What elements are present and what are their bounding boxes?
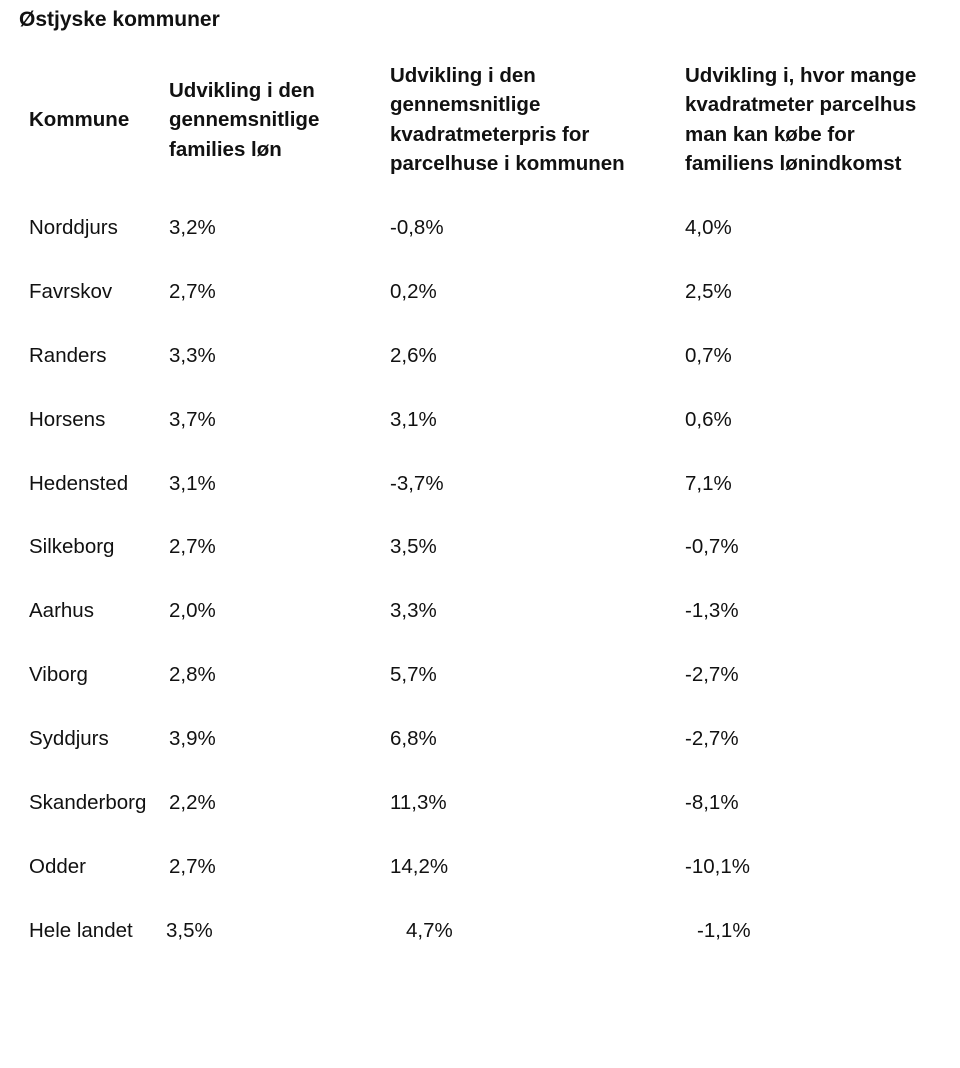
cell-kvm: -1,1% [697,918,751,942]
cell-kommune: Hedensted [29,471,129,495]
cell-pris: 3,5% [390,535,437,559]
cell-kvm: 2,5% [685,279,732,303]
table-row [0,388,960,452]
cell-loen: 3,1% [169,471,216,495]
cell-loen: 2,2% [169,791,216,815]
cell-kommune: Norddjurs [29,216,118,239]
header-loen-line: Udvikling i den [169,79,315,102]
page-title: Østjyske kommuner [19,8,220,31]
cell-pris: 4,7% [406,918,453,942]
cell-loen: 3,9% [169,727,216,751]
cell-pris: -3,7% [390,471,444,495]
cell-loen: 2,0% [169,599,216,623]
table-row [0,324,960,388]
cell-loen: 3,3% [169,343,216,367]
cell-kommune: Horsens [29,407,106,431]
table-row [0,260,960,324]
table-row [0,835,960,899]
header-kvm-line: Udvikling i, hvor mange [685,64,917,87]
table-row [0,452,960,516]
cell-loen: 3,2% [169,216,216,239]
header-loen-line: families løn [169,137,282,161]
header-kvm-line: man kan købe for [685,122,855,146]
cell-pris: 3,1% [390,407,437,431]
cell-kommune: Aarhus [29,599,94,623]
table-row [0,707,960,771]
header-kommune-text: Kommune [29,108,130,131]
cell-kvm: -1,3% [685,599,739,623]
cell-pris: 5,7% [390,663,437,687]
header-kvadratmeterpris [390,61,625,179]
table-row [0,643,960,707]
cell-kvm: -8,1% [685,791,739,815]
table-row [0,771,960,835]
cell-kommune: Silkeborg [29,535,115,559]
cell-loen: 2,7% [169,535,216,559]
cell-pris: 14,2% [390,854,449,878]
cell-kommune: Odder [29,854,86,878]
cell-kommune: Randers [29,343,107,367]
cell-loen: 2,7% [169,279,216,303]
cell-kvm: -10,1% [685,854,750,878]
cell-pris: 0,2% [390,279,437,303]
cell-pris: 3,3% [390,599,437,623]
cell-pris: 6,8% [390,727,437,751]
table-row [0,196,960,260]
cell-kommune: Hele landet [29,918,133,942]
header-kvm-line: kvadratmeter parcelhus [685,93,917,117]
table-body [0,196,960,963]
cell-kvm: 0,6% [685,407,732,431]
cell-kvm: -0,7% [685,535,739,559]
cell-pris: -0,8% [390,216,444,239]
cell-pris: 11,3% [390,791,447,815]
cell-kommune: Skanderborg [29,791,147,815]
cell-kvm: 0,7% [685,343,732,367]
header-kvadratmeter-koebekraft [685,61,916,179]
header-loen [169,76,319,164]
header-loen-line: gennemsnitlige [169,108,320,132]
cell-kvm: -2,7% [685,727,739,751]
cell-kommune: Syddjurs [29,727,109,751]
cell-kvm: 4,0% [685,216,732,239]
header-kommune [29,105,129,134]
header-pris-line: parcelhuse i kommunen [390,152,625,176]
cell-loen: 2,8% [169,663,216,687]
cell-loen: 2,7% [169,854,216,878]
cell-loen: 3,7% [169,407,216,431]
table-row [0,515,960,579]
cell-kvm: 7,1% [685,471,732,495]
header-kvm-line: familiens lønindkomst [685,152,902,176]
cell-kommune: Favrskov [29,279,113,303]
table-row [0,579,960,643]
header-pris-line: Udvikling i den [390,64,536,87]
cell-kvm: -2,7% [685,663,739,687]
cell-kommune: Viborg [29,663,88,687]
cell-loen: 3,5% [166,918,213,942]
cell-pris: 2,6% [390,343,437,367]
table-row-total [0,899,960,963]
header-pris-line: gennemsnitlige [390,93,541,117]
header-pris-line: kvadratmeterpris for [390,122,590,146]
